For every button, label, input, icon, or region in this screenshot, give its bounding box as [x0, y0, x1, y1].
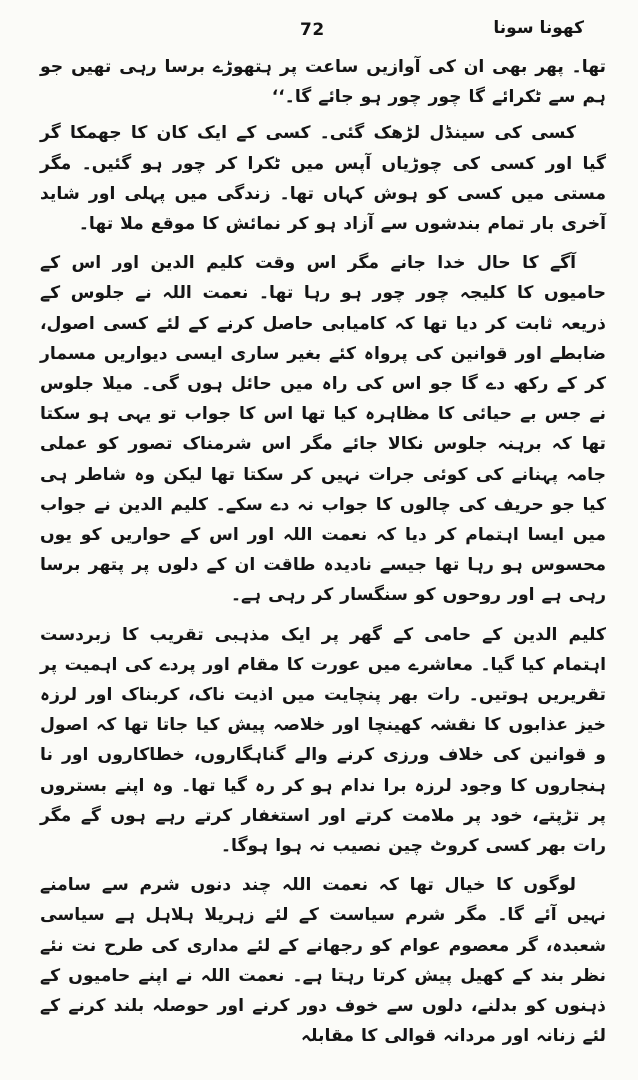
paragraph: کلیم الدین کے حامی کے گھر پر ایک مذہبی تقریب کا زبردست اہتمام کیا گیا۔ معاشرے میں عورت کا مقام اور پردے کی اہمیت پر تقریریں ہوتیں۔ رات بھر پنچایت میں اذیت ناک، کربناک اور لرزہ خیز عذابوں کا نقشہ کھینچا اور خلاصہ پیش کیا جاتا تھا کہ اصول و قوانین کی خلاف ورزی کرنے والے گناہگاروں، خطاکاروں اور نا ہنجاروں کا وجود لرزہ برا ندام ہو کر رہ گیا تھا۔ وہ اپنے بستروں پر تڑپتے، خود پر ملامت کرتے اور استغفار کرتے رہے ہوں گے مگر رات بھر کسی کروٹ چین نصیب نہ ہوا ہوگا۔ — [40, 624, 606, 857]
body-text — [40, 52, 606, 1052]
paragraph: آگے کا حال خدا جانے مگر اس وقت کلیم الدین اور اس کے حامیوں کا کلیجہ چور چور ہو رہا تھا۔ نعمت اللہ نے جلوس کے ذریعہ ثابت کر دیا تھا کہ کامیابی حاصل کرنے کے لئے کسی اصول، ضابطے اور قوانین کی پرواہ کئے بغیر ساری ایسی دیواریں مسمار کر کے رکھ دے گا جو اس کی راہ میں حائل ہوں گی۔ میلا جلوس نے جس بے حیائی کا مظاہرہ کیا تھا اس کا جواب تو یہی ہو سکتا تھا کہ برہنہ جلوس نکالا جائے مگر اس شرمناک تصور کو عملی جامہ پہنانے کی کوئی جرات نہیں کر سکتا تھا لیکن وہ شاطر ہی کیا جو حریف کی چالوں کا جواب نہ دے سکے۔ کلیم الدین نے جواب میں ایسا اہتمام کر دیا کہ نعمت اللہ اور اس کے حواریں کو یوں محسوس ہو رہا تھا جیسے نادیدہ طاقت ان کے دلوں پر پتھر برسا رہی ہے اور روحوں کو سنگسار کر رہی ہے۔ — [40, 253, 606, 606]
paragraph: کسی کی سینڈل لڑھک گئی۔ کسی کے ایک کان کا جھمکا گر گیا اور کسی کی چوڑیاں آپس میں ٹکرا کر چور ہو گئیں۔ مگر مستی میں کسی کو ہوش کہاں تھا۔ زندگی میں پہلی اور شاید آخری بار تمام بندشوں سے آزاد ہو کر نمائش کا موقع ملا تھا۔ — [40, 123, 606, 235]
running-title: کھونا سونا — [493, 18, 584, 38]
paragraph: تھا۔ پھر بھی ان کی آوازیں ساعت پر ہتھوڑے برسا رہی تھیں جو ہم سے ٹکرائے گا چور چور ہو جائے گا۔‘‘ — [40, 57, 606, 108]
page-header — [0, 18, 638, 48]
paragraph: لوگوں کا خیال تھا کہ نعمت اللہ چند دنوں شرم سے سامنے نہیں آئے گا۔ مگر شرم سیاست کے لئے زہریلا ہلاہل ہے سیاسی شعبدہ، گر معصوم عوام کو رجھانے کے لئے مداری کی طرح نت نئے نظر بند کے کھیل پیش کرتا رہتا ہے۔ نعمت اللہ نے اپنے حامیوں کے ذہنوں کو بدلنے، دلوں سے خوف دور کرنے اور حوصلہ بلند کرنے کے لئے زنانہ اور مردانہ قوالی کا مقابلہ — [40, 875, 606, 1047]
page-number: 72 — [300, 20, 325, 40]
